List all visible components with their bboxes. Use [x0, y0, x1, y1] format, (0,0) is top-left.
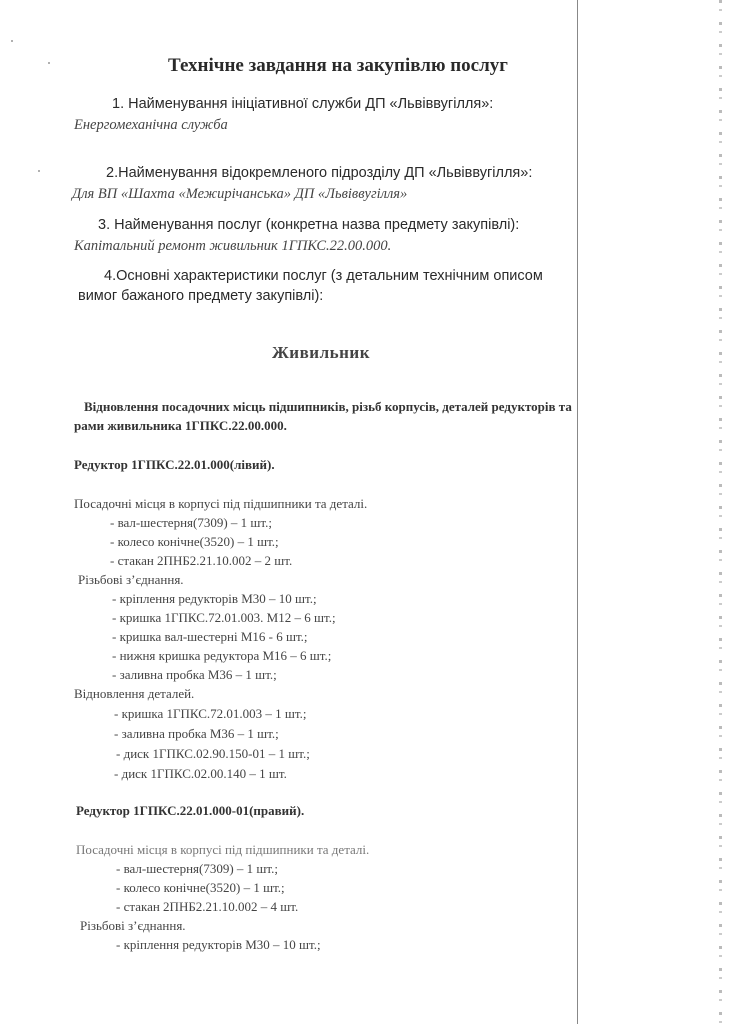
section-3-heading: 3. Найменування послуг (конкретна назва предмету закупівлі):: [98, 217, 520, 233]
list-item: - диск 1ГПКС.02.90.150-01 – 1 шт.;: [116, 746, 310, 761]
section-3-value: Капітальний ремонт живильник 1ГПКС.22.00.000.: [74, 238, 392, 254]
list-item: - вал-шестерня(7309) – 1 шт.;: [116, 861, 278, 876]
list-item: - кришка 1ГПКС.72.01.003 – 1 шт.;: [114, 706, 307, 721]
list-item: - заливна пробка М36 – 1 шт.;: [114, 726, 279, 741]
list-item: - заливна пробка М36 – 1 шт.;: [112, 667, 277, 682]
list-item: - нижня кришка редуктора М16 – 6 шт.;: [112, 648, 332, 663]
section-4-heading-line1: 4.Основні характеристики послуг (з детальним технічним описом: [104, 268, 543, 284]
subtitle: Живильник: [272, 343, 370, 362]
list-item: - колесо конічне(3520) – 1 шт.;: [116, 880, 285, 895]
section-1-value: Енергомеханічна служба: [74, 117, 228, 133]
list-item: - стакан 2ПНБ2.21.10.002 – 4 шт.: [116, 899, 299, 914]
scan-speck: [48, 62, 50, 64]
right-seats-title: Посадочні місця в корпусі під підшипники та деталі.: [76, 842, 370, 857]
left-seats-title: Посадочні місця в корпусі під підшипники та деталі.: [74, 496, 368, 511]
left-reducer-heading: Редуктор 1ГПКС.22.01.000(лівий).: [74, 457, 275, 472]
list-item: - кришка 1ГПКС.72.01.003. М12 – 6 шт.;: [112, 610, 336, 625]
list-item: - вал-шестерня(7309) – 1 шт.;: [110, 515, 272, 530]
list-item: - колесо конічне(3520) – 1 шт.;: [110, 534, 279, 549]
list-item: - кріплення редукторів М30 – 10 шт.;: [116, 937, 321, 952]
list-item: - кришка вал-шестерні М16 - 6 шт.;: [112, 629, 308, 644]
section-1-heading: 1. Найменування ініціативної служби ДП «Львіввугілля»:: [112, 96, 494, 112]
list-item: - стакан 2ПНБ2.21.10.002 – 2 шт.: [110, 553, 293, 568]
scan-edge-artifact: [719, 0, 722, 1024]
scan-fold-line: [577, 0, 578, 1024]
list-item: - диск 1ГПКС.02.00.140 – 1 шт.: [114, 766, 287, 781]
intro-line2: рами живильника 1ГПКС.22.00.000.: [74, 418, 287, 433]
section-2-heading: 2.Найменування відокремленого підрозділу ДП «Львіввугілля»:: [106, 165, 533, 181]
intro-line1: Відновлення посадочних місць підшипників, різьб корпусів, деталей редукторів та: [84, 399, 572, 414]
scan-speck: [38, 170, 40, 172]
left-restore-title: Відновлення деталей.: [74, 686, 195, 701]
list-item: - кріплення редукторів М30 – 10 шт.;: [112, 591, 317, 606]
section-4-heading-line2: вимог бажаного предмету закупівлі):: [78, 288, 324, 304]
document-title: Технічне завдання на закупівлю послуг: [168, 55, 508, 76]
right-threads-title: Різьбові з’єднання.: [80, 918, 186, 933]
section-2-value: Для ВП «Шахта «Межирічанська» ДП «Львіввугілля»: [72, 186, 408, 202]
right-reducer-heading: Редуктор 1ГПКС.22.01.000-01(правий).: [76, 803, 305, 818]
left-threads-title: Різьбові з’єднання.: [78, 572, 184, 587]
scan-speck: [11, 40, 13, 42]
